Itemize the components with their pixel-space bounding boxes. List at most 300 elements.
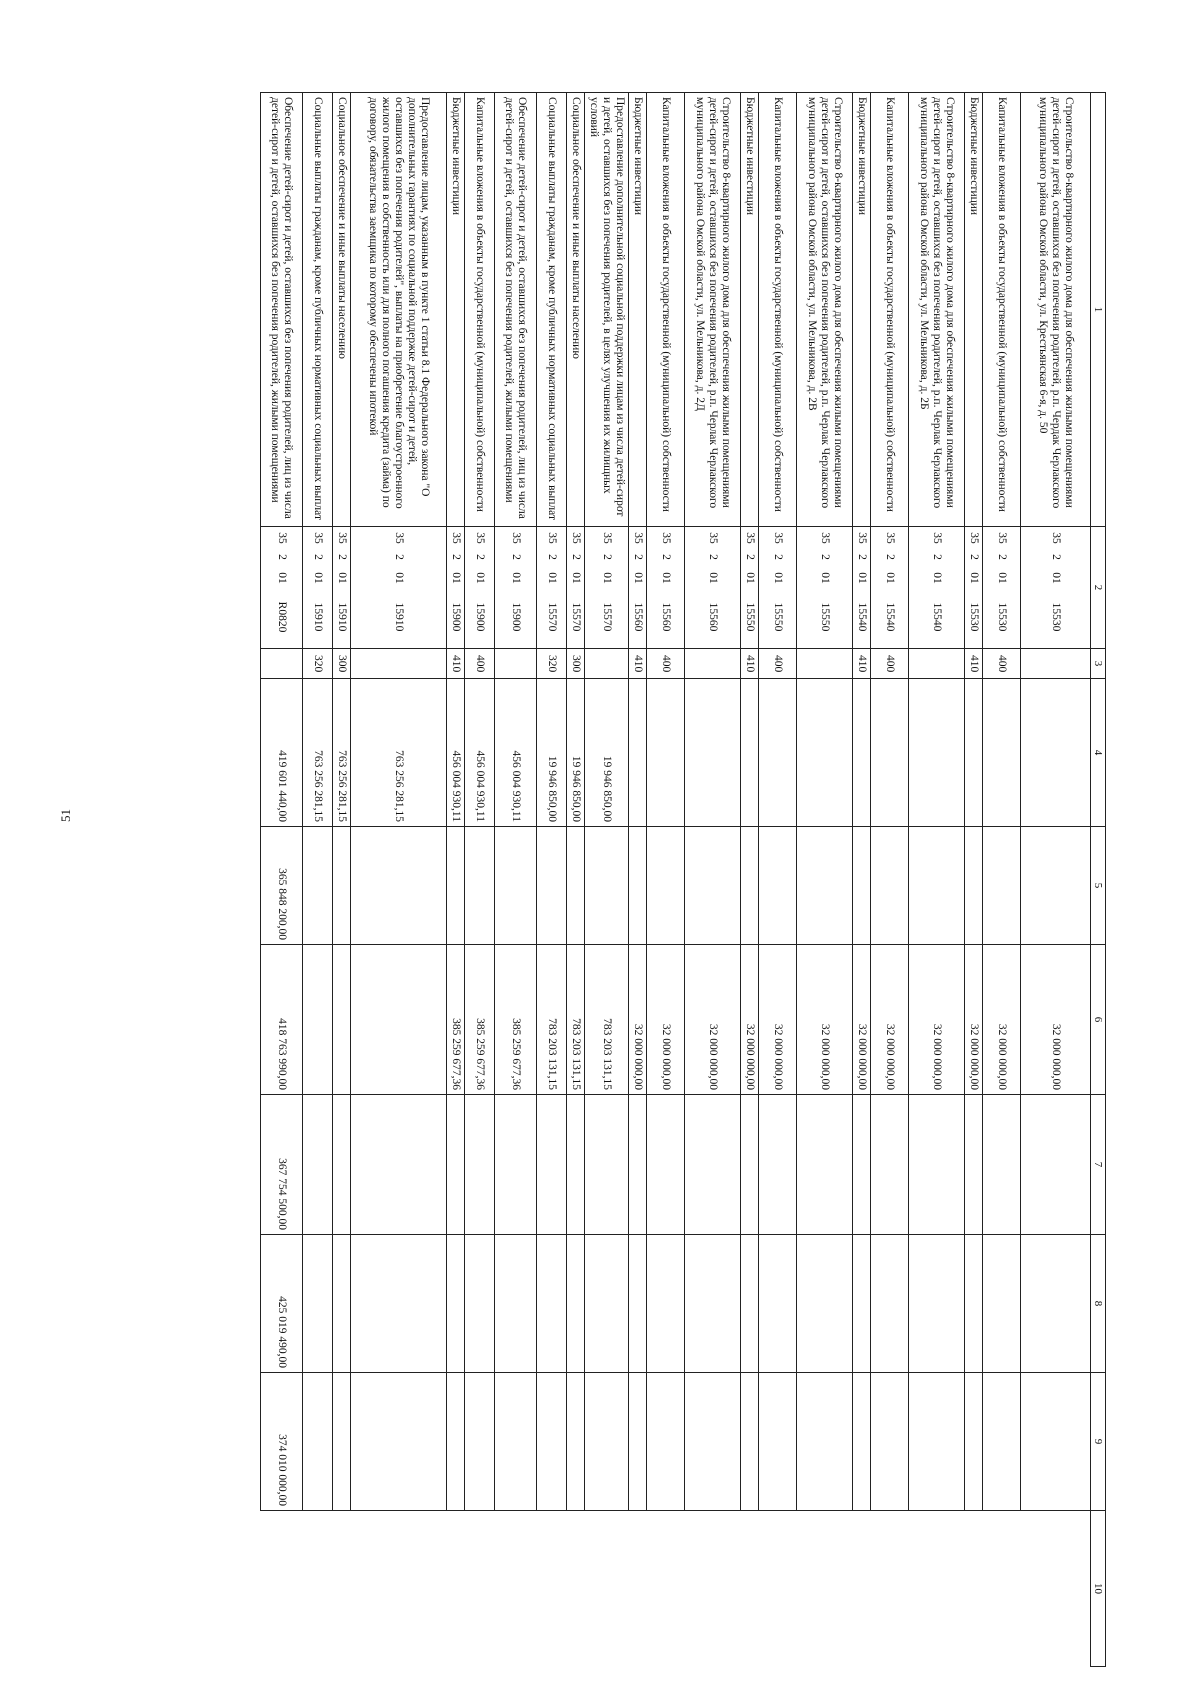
- program-code-cell: [261, 527, 303, 649]
- amount-cell-v5: [629, 679, 647, 827]
- code-part-c1: 35: [856, 532, 868, 544]
- amount-cell-v6: [983, 827, 1021, 945]
- page-number: 51: [58, 809, 73, 822]
- program-code: [473, 527, 486, 648]
- program-code-cell: [629, 527, 647, 649]
- amount-cell-v5: [685, 679, 741, 827]
- amount-cell-v7: 32 000 000,00: [983, 945, 1021, 1095]
- amount-cell-v9: [909, 1235, 965, 1373]
- amount-cell-v7: 783 203 131,15: [537, 945, 567, 1095]
- row-name-cell: Социальные выплаты гражданам, кроме публичных нормативных социальных выплат: [537, 93, 567, 527]
- amount-cell-v6: [647, 827, 685, 945]
- amount-cell-v7: 783 203 131,15: [567, 945, 585, 1095]
- code-part-c2: 2: [510, 554, 522, 560]
- table-row: [909, 93, 965, 1667]
- program-code: [659, 527, 672, 648]
- program-code-cell: [647, 527, 685, 649]
- table-row: [537, 93, 567, 1667]
- code-part-c2: 2: [996, 554, 1008, 560]
- expense-type-cell: 410: [629, 649, 647, 679]
- amount-cell-v8: [495, 1095, 537, 1235]
- row-name-cell: Бюджетные инвестиции: [629, 93, 647, 527]
- code-part-c4: 15530: [1050, 602, 1062, 632]
- program-code: [569, 527, 582, 648]
- amount-cell-v7: 32 000 000,00: [629, 945, 647, 1095]
- amount-cell-v9: [351, 1235, 447, 1373]
- expense-type-cell: 300: [333, 649, 351, 679]
- amount-cell-v6: [333, 827, 351, 945]
- code-part-c4: 15910: [336, 602, 348, 632]
- amount-cell-v10: [585, 1373, 629, 1511]
- row-name-cell: Капитальные вложения в объекты государственной (муниципальной) собственности: [983, 93, 1021, 527]
- code-part-c4: 15530: [968, 602, 980, 632]
- amount-cell-v10: [351, 1373, 447, 1511]
- column-header: 8: [1091, 1235, 1106, 1373]
- code-part-c1: 35: [931, 532, 943, 544]
- amount-cell-v9: [495, 1235, 537, 1373]
- amount-cell-v9: [333, 1235, 351, 1373]
- amount-cell-v6: [351, 827, 447, 945]
- amount-cell-v8: [909, 1095, 965, 1235]
- amount-cell-v10: [567, 1373, 585, 1511]
- amount-cell-v8: [303, 1095, 333, 1235]
- amount-cell-v5: 419 601 440,00: [261, 679, 303, 827]
- amount-cell-v6: [741, 827, 759, 945]
- code-part-c4: 15570: [570, 602, 582, 632]
- row-name-cell: Строительство 8-квартирного жилого дома для обеспечения жилыми помещениями детей-сирот и детей, оставшихся без попечения родителей, р.п. Черлак Черлакского муниципального района Омской области, ул. Мельникова, д. 2Б: [909, 93, 965, 527]
- program-code-cell: [585, 527, 629, 649]
- row-name-cell: Строительство 8-квартирного жилого дома для обеспечения жилыми помещениями детей-сирот и детей, оставшихся без попечения родителей, р.п. Черлак Черлакского муниципального района Омской области, ул. Мельникова, д. 2Д: [685, 93, 741, 527]
- code-part-c4: 15910: [312, 602, 324, 632]
- row-name-cell: Капитальные вложения в объекты государственной (муниципальной) собственности: [871, 93, 909, 527]
- amount-cell-v6: [537, 827, 567, 945]
- amount-cell-v8: [537, 1095, 567, 1235]
- amount-cell-v7: [303, 945, 333, 1095]
- code-part-c4: 15570: [601, 602, 613, 632]
- code-part-c1: 35: [510, 532, 522, 544]
- code-part-c3: 01: [1050, 572, 1062, 584]
- amount-cell-v8: [333, 1095, 351, 1235]
- amount-cell-v8: [965, 1095, 983, 1235]
- code-part-c2: 2: [968, 554, 980, 560]
- row-name-cell: Капитальные вложения в объекты государственной (муниципальной) собственности: [465, 93, 495, 527]
- amount-cell-v8: [567, 1095, 585, 1235]
- amount-cell-v5: 19 946 850,00: [585, 679, 629, 827]
- column-header: 2: [1091, 527, 1106, 649]
- program-code: [335, 527, 348, 648]
- program-code-cell: [871, 527, 909, 649]
- amount-cell-v6: [871, 827, 909, 945]
- code-part-c4: 15570: [546, 602, 558, 632]
- amount-cell-v8: [585, 1095, 629, 1235]
- code-part-c4: 15910: [393, 602, 405, 632]
- column-header: 1: [1091, 93, 1106, 527]
- column-header: 3: [1091, 649, 1106, 679]
- program-code-cell: [983, 527, 1021, 649]
- expense-type-cell: 400: [983, 649, 1021, 679]
- program-code-cell: [909, 527, 965, 649]
- program-code: [883, 527, 896, 648]
- table-row: [983, 93, 1021, 1667]
- amount-cell-v9: 425 019 490,00: [261, 1235, 303, 1373]
- code-part-c1: 35: [707, 532, 719, 544]
- amount-cell-v10: [333, 1373, 351, 1511]
- program-code-cell: [685, 527, 741, 649]
- program-code: [275, 527, 288, 648]
- amount-cell-v10: [983, 1373, 1021, 1511]
- amount-cell-v5: 456 004 930,11: [447, 679, 465, 827]
- amount-cell-v9: [983, 1235, 1021, 1373]
- table-row: [797, 93, 853, 1667]
- amount-cell-v10: [741, 1373, 759, 1511]
- program-code: [771, 527, 784, 648]
- code-part-c1: 35: [660, 532, 672, 544]
- row-name-cell: Обеспечение детей-сирот и детей, оставшихся без попечения родителей, лиц из числа детей-сирот и детей, оставшихся без попечения родителей, жилыми помещениями: [495, 93, 537, 527]
- code-part-c1: 35: [772, 532, 784, 544]
- code-part-c4: 15560: [707, 602, 719, 632]
- amount-cell-v8: [465, 1095, 495, 1235]
- amount-cell-v10: [465, 1373, 495, 1511]
- column-number-row: [1091, 93, 1106, 1667]
- amount-cell-v7: 32 000 000,00: [965, 945, 983, 1095]
- amount-cell-v10: [965, 1373, 983, 1511]
- program-code: [967, 527, 980, 648]
- code-part-c1: 35: [312, 532, 324, 544]
- code-part-c3: 01: [632, 572, 644, 584]
- code-part-c4: 15530: [996, 602, 1008, 632]
- code-part-c1: 35: [570, 532, 582, 544]
- table-row: [351, 93, 447, 1667]
- amount-cell-v5: [1021, 679, 1091, 827]
- amount-cell-v6: [797, 827, 853, 945]
- code-part-c2: 2: [546, 554, 558, 560]
- rotated-table-container: [66, 92, 1106, 1666]
- amount-cell-v10: [303, 1373, 333, 1511]
- program-code-cell: [447, 527, 465, 649]
- program-code-cell: [495, 527, 537, 649]
- program-code-cell: [303, 527, 333, 649]
- amount-cell-v5: 456 004 930,11: [495, 679, 537, 827]
- expense-type-cell: 320: [537, 649, 567, 679]
- amount-cell-v6: [303, 827, 333, 945]
- amount-cell-v9: [741, 1235, 759, 1373]
- amount-cell-v5: 19 946 850,00: [537, 679, 567, 827]
- amount-cell-v9: [567, 1235, 585, 1373]
- amount-cell-v6: [495, 827, 537, 945]
- program-code-cell: [759, 527, 797, 649]
- code-part-c1: 35: [474, 532, 486, 544]
- amount-cell-v8: [647, 1095, 685, 1235]
- code-part-c4: 15540: [856, 602, 868, 632]
- amount-cell-v8: 367 754 500,00: [261, 1095, 303, 1235]
- amount-cell-v10: [759, 1373, 797, 1511]
- amount-cell-v5: [853, 679, 871, 827]
- amount-cell-v6: [465, 827, 495, 945]
- code-part-c1: 35: [744, 532, 756, 544]
- row-name-cell: Бюджетные инвестиции: [965, 93, 983, 527]
- row-name-cell: Бюджетные инвестиции: [741, 93, 759, 527]
- row-name-cell: Социальное обеспечение и иные выплаты населению: [333, 93, 351, 527]
- amount-cell-v5: [797, 679, 853, 827]
- code-part-c4: 15900: [474, 602, 486, 632]
- amount-cell-v6: [1021, 827, 1091, 945]
- code-part-c3: 01: [968, 572, 980, 584]
- row-name-cell: Обеспечение детей-сирот и детей, оставшихся без попечения родителей, лиц из числа детей-сирот и детей, оставшихся без попечения родителей, жилыми помещениями: [261, 93, 303, 527]
- amount-cell-v6: [685, 827, 741, 945]
- expense-type-cell: 400: [647, 649, 685, 679]
- expense-type-cell: [261, 649, 303, 679]
- amount-cell-v7: 32 000 000,00: [871, 945, 909, 1095]
- amount-cell-v6: 365 848 200,00: [261, 827, 303, 945]
- program-code: [855, 527, 868, 648]
- amount-cell-v6: [585, 827, 629, 945]
- code-part-c4: 15550: [744, 602, 756, 632]
- code-part-c1: 35: [884, 532, 896, 544]
- code-part-c2: 2: [819, 554, 831, 560]
- amount-cell-v7: 32 000 000,00: [685, 945, 741, 1095]
- program-code: [545, 527, 558, 648]
- expense-type-cell: 410: [447, 649, 465, 679]
- amount-cell-v10: [447, 1373, 465, 1511]
- program-code-cell: [537, 527, 567, 649]
- amount-cell-v5: 763 256 281,15: [303, 679, 333, 827]
- program-code-cell: [965, 527, 983, 649]
- code-part-c4: 15540: [884, 602, 896, 632]
- amount-cell-v8: [351, 1095, 447, 1235]
- program-code: [449, 527, 462, 648]
- code-part-c1: 35: [1050, 532, 1062, 544]
- code-part-c2: 2: [570, 554, 582, 560]
- amount-cell-v6: [965, 827, 983, 945]
- amount-cell-v9: [585, 1235, 629, 1373]
- table-row: [465, 93, 495, 1667]
- code-part-c4: 15900: [510, 602, 522, 632]
- amount-cell-v7: 32 000 000,00: [741, 945, 759, 1095]
- amount-cell-v7: 783 203 131,15: [585, 945, 629, 1095]
- row-name-cell: Бюджетные инвестиции: [447, 93, 465, 527]
- amount-cell-v9: [965, 1235, 983, 1373]
- amount-cell-v7: 32 000 000,00: [647, 945, 685, 1095]
- program-code-cell: [1021, 527, 1091, 649]
- code-part-c1: 35: [996, 532, 1008, 544]
- code-part-c3: 01: [474, 572, 486, 584]
- amount-cell-v5: 763 256 281,15: [333, 679, 351, 827]
- amount-cell-v9: [685, 1235, 741, 1373]
- code-part-c3: 01: [856, 572, 868, 584]
- amount-cell-v6: [759, 827, 797, 945]
- table-row: [965, 93, 983, 1667]
- code-part-c2: 2: [450, 554, 462, 560]
- program-code: [392, 527, 405, 648]
- program-code-cell: [351, 527, 447, 649]
- amount-cell-v7: 385 259 677,36: [465, 945, 495, 1095]
- amount-cell-v9: [871, 1235, 909, 1373]
- amount-cell-v9: [647, 1235, 685, 1373]
- amount-cell-v7: 418 763 990,00: [261, 945, 303, 1095]
- table-body: [261, 93, 1091, 1667]
- expense-type-cell: [351, 649, 447, 679]
- expense-type-cell: 400: [759, 649, 797, 679]
- amount-cell-v9: [629, 1235, 647, 1373]
- table-row: [585, 93, 629, 1667]
- code-part-c4: R0820: [276, 601, 288, 633]
- code-part-c3: 01: [510, 572, 522, 584]
- table-row: [871, 93, 909, 1667]
- amount-cell-v6: [567, 827, 585, 945]
- amount-cell-v8: [629, 1095, 647, 1235]
- amount-cell-v5: 456 004 930,11: [465, 679, 495, 827]
- row-name-cell: Предоставление лицам, указанным в пункте 1 статьи 8.1 Федерального закона "О дополнительных гарантиях по социальной поддержке детей-сирот и детей, оставшихся без попечения родителей", выплаты на приобретение благоустроенного жилого помещения в собственность или для полного погашения кредита (займа) по договору, обязательства заемщика по которому обеспечены ипотекой: [351, 93, 447, 527]
- table-row: [685, 93, 741, 1667]
- code-part-c2: 2: [772, 554, 784, 560]
- amount-cell-v10: [853, 1373, 871, 1511]
- amount-cell-v10: [1021, 1373, 1091, 1511]
- code-part-c4: 15550: [819, 602, 831, 632]
- amount-cell-v10: [871, 1373, 909, 1511]
- column-header: 9: [1091, 1373, 1106, 1511]
- table-row: [447, 93, 465, 1667]
- amount-cell-v8: [741, 1095, 759, 1235]
- program-code: [818, 527, 831, 648]
- amount-cell-v10: [685, 1373, 741, 1511]
- code-part-c4: 15560: [660, 602, 672, 632]
- amount-cell-v9: [759, 1235, 797, 1373]
- program-code: [311, 527, 324, 648]
- column-header: 4: [1091, 679, 1106, 827]
- expense-type-cell: 410: [741, 649, 759, 679]
- amount-cell-v9: [797, 1235, 853, 1373]
- amount-cell-v7: [333, 945, 351, 1095]
- expense-type-cell: 320: [303, 649, 333, 679]
- code-part-c3: 01: [884, 572, 896, 584]
- code-part-c4: 15900: [450, 602, 462, 632]
- program-code-cell: [797, 527, 853, 649]
- program-code: [930, 527, 943, 648]
- amount-cell-v6: [909, 827, 965, 945]
- amount-cell-v9: [303, 1235, 333, 1373]
- amount-cell-v10: [495, 1373, 537, 1511]
- code-part-c3: 01: [744, 572, 756, 584]
- row-name-cell: Строительство 8-квартирного жилого дома для обеспечения жилыми помещениями детей-сирот и детей, оставшихся без попечения родителей, р.п. Чердак Черлакского муниципального района Омской области, ул. Крестьянская 6-я, д. 50: [1021, 93, 1091, 527]
- amount-cell-v5: [909, 679, 965, 827]
- amount-cell-v5: [871, 679, 909, 827]
- expense-type-cell: [585, 649, 629, 679]
- row-name-cell: Бюджетные инвестиции: [853, 93, 871, 527]
- code-part-c4: 15560: [632, 602, 644, 632]
- amount-cell-v7: 385 259 677,36: [447, 945, 465, 1095]
- code-part-c3: 01: [276, 572, 288, 584]
- amount-cell-v10: [537, 1373, 567, 1511]
- table-row: [647, 93, 685, 1667]
- amount-cell-v9: [465, 1235, 495, 1373]
- code-part-c3: 01: [450, 572, 462, 584]
- amount-cell-v5: [965, 679, 983, 827]
- amount-cell-v7: 32 000 000,00: [853, 945, 871, 1095]
- code-part-c2: 2: [632, 554, 644, 560]
- code-part-c3: 01: [393, 572, 405, 584]
- code-part-c1: 35: [336, 532, 348, 544]
- expense-type-cell: [909, 649, 965, 679]
- expense-type-cell: 400: [465, 649, 495, 679]
- code-part-c4: 15550: [772, 602, 784, 632]
- column-header: 7: [1091, 1095, 1106, 1235]
- amount-cell-v6: [447, 827, 465, 945]
- amount-cell-v8: [759, 1095, 797, 1235]
- amount-cell-v6: [853, 827, 871, 945]
- code-part-c2: 2: [660, 554, 672, 560]
- program-code-cell: [567, 527, 585, 649]
- table-row: [629, 93, 647, 1667]
- amount-cell-v5: 763 256 281,15: [351, 679, 447, 827]
- program-code: [743, 527, 756, 648]
- amount-cell-v6: [629, 827, 647, 945]
- amount-cell-v8: [853, 1095, 871, 1235]
- row-name-cell: Социальное обеспечение и иные выплаты населению: [567, 93, 585, 527]
- amount-cell-v8: [983, 1095, 1021, 1235]
- amount-cell-v9: [447, 1235, 465, 1373]
- code-part-c2: 2: [393, 554, 405, 560]
- column-header: 5: [1091, 827, 1106, 945]
- row-name-cell: Капитальные вложения в объекты государственной (муниципальной) собственности: [759, 93, 797, 527]
- expense-type-cell: 300: [567, 649, 585, 679]
- program-code-cell: [741, 527, 759, 649]
- code-part-c3: 01: [312, 572, 324, 584]
- table-row: [261, 93, 303, 1667]
- expense-type-cell: [797, 649, 853, 679]
- code-part-c2: 2: [884, 554, 896, 560]
- code-part-c4: 15540: [931, 602, 943, 632]
- budget-table: [260, 92, 1106, 1667]
- amount-cell-v5: [741, 679, 759, 827]
- code-part-c2: 2: [931, 554, 943, 560]
- code-part-c3: 01: [772, 572, 784, 584]
- amount-cell-v9: [537, 1235, 567, 1373]
- amount-cell-v8: [1021, 1095, 1091, 1235]
- code-part-c2: 2: [276, 554, 288, 560]
- code-part-c2: 2: [707, 554, 719, 560]
- table-row: [495, 93, 537, 1667]
- code-part-c1: 35: [276, 532, 288, 544]
- program-code: [600, 527, 613, 648]
- program-code: [631, 527, 644, 648]
- amount-cell-v8: [797, 1095, 853, 1235]
- amount-cell-v9: [853, 1235, 871, 1373]
- code-part-c2: 2: [744, 554, 756, 560]
- code-part-c1: 35: [819, 532, 831, 544]
- column-header: 6: [1091, 945, 1106, 1095]
- program-code-cell: [465, 527, 495, 649]
- program-code: [706, 527, 719, 648]
- program-code: [995, 527, 1008, 648]
- code-part-c2: 2: [474, 554, 486, 560]
- table-row: [853, 93, 871, 1667]
- table-row: [303, 93, 333, 1667]
- code-part-c1: 35: [450, 532, 462, 544]
- amount-cell-v7: 32 000 000,00: [1021, 945, 1091, 1095]
- code-part-c1: 35: [393, 532, 405, 544]
- amount-cell-v5: [647, 679, 685, 827]
- amount-cell-v5: [983, 679, 1021, 827]
- amount-cell-v5: [759, 679, 797, 827]
- amount-cell-v10: [647, 1373, 685, 1511]
- row-name-cell: Социальные выплаты гражданам, кроме публичных нормативных социальных выплат: [303, 93, 333, 527]
- expense-type-cell: [495, 649, 537, 679]
- code-part-c2: 2: [312, 554, 324, 560]
- table-row: [741, 93, 759, 1667]
- amount-cell-v8: [871, 1095, 909, 1235]
- expense-type-cell: [1021, 649, 1091, 679]
- amount-cell-v7: [351, 945, 447, 1095]
